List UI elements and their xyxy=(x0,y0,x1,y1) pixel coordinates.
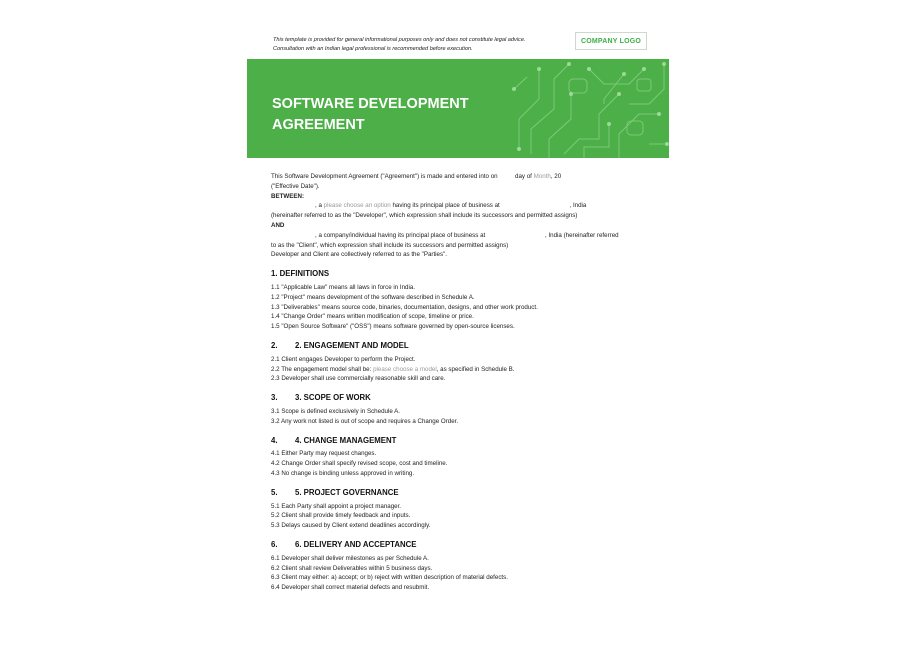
section-title-scope xyxy=(271,393,651,403)
list-item: 1.5 "Open Source Software" ("OSS") means software governed by open-source licenses. xyxy=(271,323,515,331)
list-item: 1.2 "Project" means development of the software described in Schedule A. xyxy=(271,293,475,301)
section-number: 3. xyxy=(271,393,278,403)
disclaimer-line-2: Consultation with an Indian legal professional is recommended before execution. xyxy=(273,45,473,52)
list-item-suffix: , as specified in Schedule B. xyxy=(436,365,515,373)
between-heading: BETWEEN: xyxy=(271,192,304,200)
document-title-line-2: AGREEMENT xyxy=(272,117,365,133)
intro-text-a: This Software Development Agreement ("Agreement") is made and entered into on xyxy=(271,173,498,180)
section-title-engagement xyxy=(271,341,651,351)
list-item: 4.1 Either Party may request changes. xyxy=(271,450,377,458)
list-item: 6.4 Developer shall correct material defects and resubmit. xyxy=(271,584,430,592)
and-heading: AND xyxy=(271,221,285,229)
list-item xyxy=(271,365,651,375)
section-number: 2. xyxy=(271,340,278,350)
developer-entity-option[interactable]: please choose an option xyxy=(323,202,391,210)
client-text-b: , India (hereinafter referred xyxy=(545,231,619,239)
document-title xyxy=(272,94,532,136)
engagement-model-option[interactable]: please choose a model xyxy=(373,365,437,373)
section-title-delivery xyxy=(271,540,651,550)
parties-line: Developer and Client are collectively referred to as the "Parties". xyxy=(271,251,448,259)
list-item: 5.1 Each Party shall appoint a project manager. xyxy=(271,502,402,510)
section-title-text: 5. PROJECT GOVERNANCE xyxy=(295,487,399,497)
month-field[interactable]: Month xyxy=(533,173,551,180)
circuit-pattern-icon xyxy=(509,59,669,158)
section-title-text: 1. DEFINITIONS xyxy=(271,269,330,279)
intro-text-b: day of xyxy=(515,173,532,180)
developer-line-2: (hereinafter referred to as the "Developer", which expression shall include its successors and permitted assigns) xyxy=(271,212,578,220)
disclaimer xyxy=(273,36,573,53)
section-title-governance xyxy=(271,488,651,498)
list-item: 1.1 "Applicable Law" means all laws in force in India. xyxy=(271,283,416,291)
document-title-line-1: SOFTWARE DEVELOPMENT xyxy=(272,96,469,112)
effective-date: ("Effective Date"). xyxy=(271,182,320,190)
developer-text-b: having its principal place of business at xyxy=(392,202,500,210)
client-text-a: , a company/individual having its principal place of business at xyxy=(315,231,486,239)
list-item: 6.1 Developer shall deliver milestones as per Schedule A. xyxy=(271,554,429,562)
section-title-text: 2. ENGAGEMENT AND MODEL xyxy=(295,340,409,350)
developer-text-a: , a xyxy=(315,202,322,210)
list-item: 4.3 No change is binding unless approved in writing. xyxy=(271,469,415,477)
list-item: 6.3 Client may either: a) accept; or b) reject with written description of material defects. xyxy=(271,574,508,582)
section-title-change-management xyxy=(271,436,651,446)
client-line-2: to as the "Client", which expression shall include its successors and permitted assigns) xyxy=(271,241,509,249)
list-item: 2.1 Client engages Developer to perform the Project. xyxy=(271,355,416,363)
agreement-body xyxy=(271,172,651,593)
list-item: 3.1 Scope is defined exclusively in Schedule A. xyxy=(271,407,400,415)
title-banner xyxy=(247,59,669,158)
developer-line-1 xyxy=(271,201,651,211)
section-title-text: 6. DELIVERY AND ACCEPTANCE xyxy=(295,539,417,549)
intro-line-1 xyxy=(271,172,651,182)
intro-text-c: , 20 xyxy=(550,173,562,180)
list-item: 6.2 Client shall review Deliverables within 5 business days. xyxy=(271,564,433,572)
list-item: 5.2 Client shall provide timely feedback and inputs. xyxy=(271,512,411,520)
list-item: 4.2 Change Order shall specify revised scope, cost and timeline. xyxy=(271,460,448,468)
section-title-text: 4. CHANGE MANAGEMENT xyxy=(295,435,397,445)
company-logo: COMPANY LOGO xyxy=(575,32,647,50)
list-item: 2.3 Developer shall use commercially reasonable skill and care. xyxy=(271,375,446,383)
developer-text-c: , India xyxy=(569,202,587,210)
list-item: 5.3 Delays caused by Client extend deadlines accordingly. xyxy=(271,522,431,530)
list-item: 1.3 "Deliverables" means source code, binaries, documentation, designs, and other work product. xyxy=(271,303,538,311)
section-number: 5. xyxy=(271,487,278,497)
section-number: 4. xyxy=(271,435,278,445)
section-title-text: 3. SCOPE OF WORK xyxy=(295,393,371,403)
list-item-text: 2.2 The engagement model shall be: xyxy=(271,365,372,373)
list-item: 1.4 "Change Order" means written modification of scope, timeline or price. xyxy=(271,313,474,321)
section-title-definitions xyxy=(271,269,651,279)
disclaimer-line-1: This template is provided for general informational purposes only and does not constitute legal advice. xyxy=(273,37,526,43)
client-line-1 xyxy=(271,231,651,241)
section-number: 6. xyxy=(271,539,278,549)
list-item: 3.2 Any work not listed is out of scope and requires a Change Order. xyxy=(271,417,459,425)
